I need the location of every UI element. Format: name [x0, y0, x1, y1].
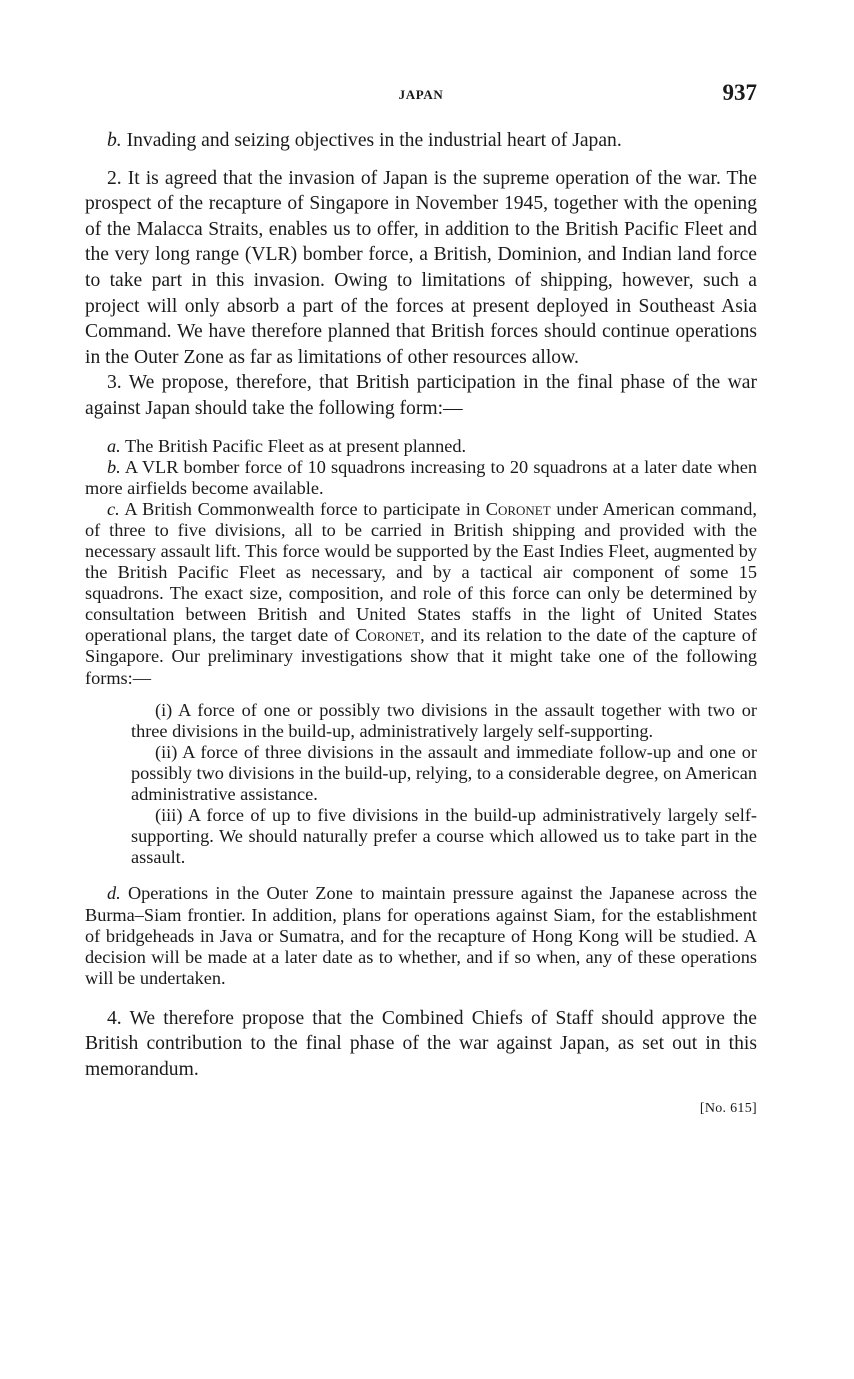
- page-footer: [85, 1095, 757, 1125]
- item-a: [85, 436, 757, 457]
- item-c-label: c.: [107, 498, 120, 519]
- item-b: [85, 457, 757, 499]
- document-page: [85, 80, 757, 1125]
- paragraph-4: 4. We therefore propose that the Combined Chiefs of Staff should approve the British contribution to the final phase of the war against Japan, as set out in this memorandum.: [85, 1007, 757, 1081]
- sub-item-iii: (iii) A force of up to five divisions in the build-up administratively largely self-supporting. We should naturally prefer a course which allowed us to take part in the assault.: [131, 805, 757, 868]
- sub-item-ii: (ii) A force of three divisions in the assault and immediate follow-up and one or possibly two divisions in the build-up, relying, to a considerable degree, on American administrative assistance.: [131, 741, 758, 805]
- document-number: [No. 615]: [699, 1100, 757, 1116]
- item-1b: [85, 128, 757, 154]
- item-a-label: a.: [107, 435, 121, 456]
- item-b-label: b.: [107, 456, 121, 477]
- paragraph-2: 2. It is agreed that the invasion of Japan is the supreme operation of the war. The prospect of the recapture of Singapore in November 1945, together with the opening of the Malacca Straits, enables us to offer, in addition to the British Pacific Fleet and the very long range (VLR) bomber force, a British, Dominion, and Indian land force to take part in this invasion. Owing to limitations of shipping, however, such a project will only absorb a part of the forces at present deployed in Southeast Asia Command. We have therefore planned that British forces should continue operations in the Outer Zone as far as limitations of other resources allow.: [85, 167, 757, 368]
- item-c-text-1: A British Commonwealth force to participate in: [119, 498, 486, 519]
- item-d-label: d.: [107, 883, 121, 904]
- page-number: 937: [722, 80, 757, 105]
- item-c-text-3: , and its relation to the date of the capture of Singapore. Our preliminary investigations show that it might take one of the following forms:—: [85, 625, 758, 688]
- item-1b-text: Invading and seizing objectives in the industrial heart of Japan.: [121, 130, 622, 151]
- running-head: JAPAN: [398, 87, 444, 102]
- sub-item-list: [85, 700, 757, 869]
- item-a-text: The British Pacific Fleet as at present planned.: [120, 435, 467, 456]
- paragraph-3: 3. We propose, therefore, that British participation in the final phase of the war against Japan should take the following form:—: [85, 372, 757, 419]
- item-b-text: A VLR bomber force of 10 squadrons increasing to 20 squadrons at a later date when more airfields become available.: [85, 456, 757, 498]
- item-1b-label: b.: [107, 130, 122, 151]
- item-c: [85, 499, 757, 689]
- item-c-text-2: under American command, of three to five divisions, all to be carried in British shipping and provided with the necessary assault lift. This force would be supported by the East Indies Fleet, augmented by the British Pacific Fleet as necessary, and by a tactical air component of some 15 squadrons. The exact size, composition, and role of this force can only be determined by consultation between British and United States staffs in the light of United States operational plans, the target date of: [85, 498, 757, 646]
- sub-item-i: (i) A force of one or possibly two divisions in the assault together with two or three divisions in the build-up, administratively largely self-supporting.: [131, 699, 757, 741]
- coronet-term: Coronet: [355, 625, 421, 646]
- page-header: [85, 80, 757, 110]
- item-d-text: Operations in the Outer Zone to maintain pressure against the Japanese across the Burma–Siam frontier. In addition, plans for operations against Siam, for the establishment of bridgeheads in Java or Sumatra, and for the recapture of Hong Kong will be studied. A decision will be made at a later date as to whether, and if so when, any of these operations will be undertaken.: [85, 883, 757, 988]
- coronet-term: Coronet: [485, 498, 551, 519]
- item-d: [85, 883, 757, 988]
